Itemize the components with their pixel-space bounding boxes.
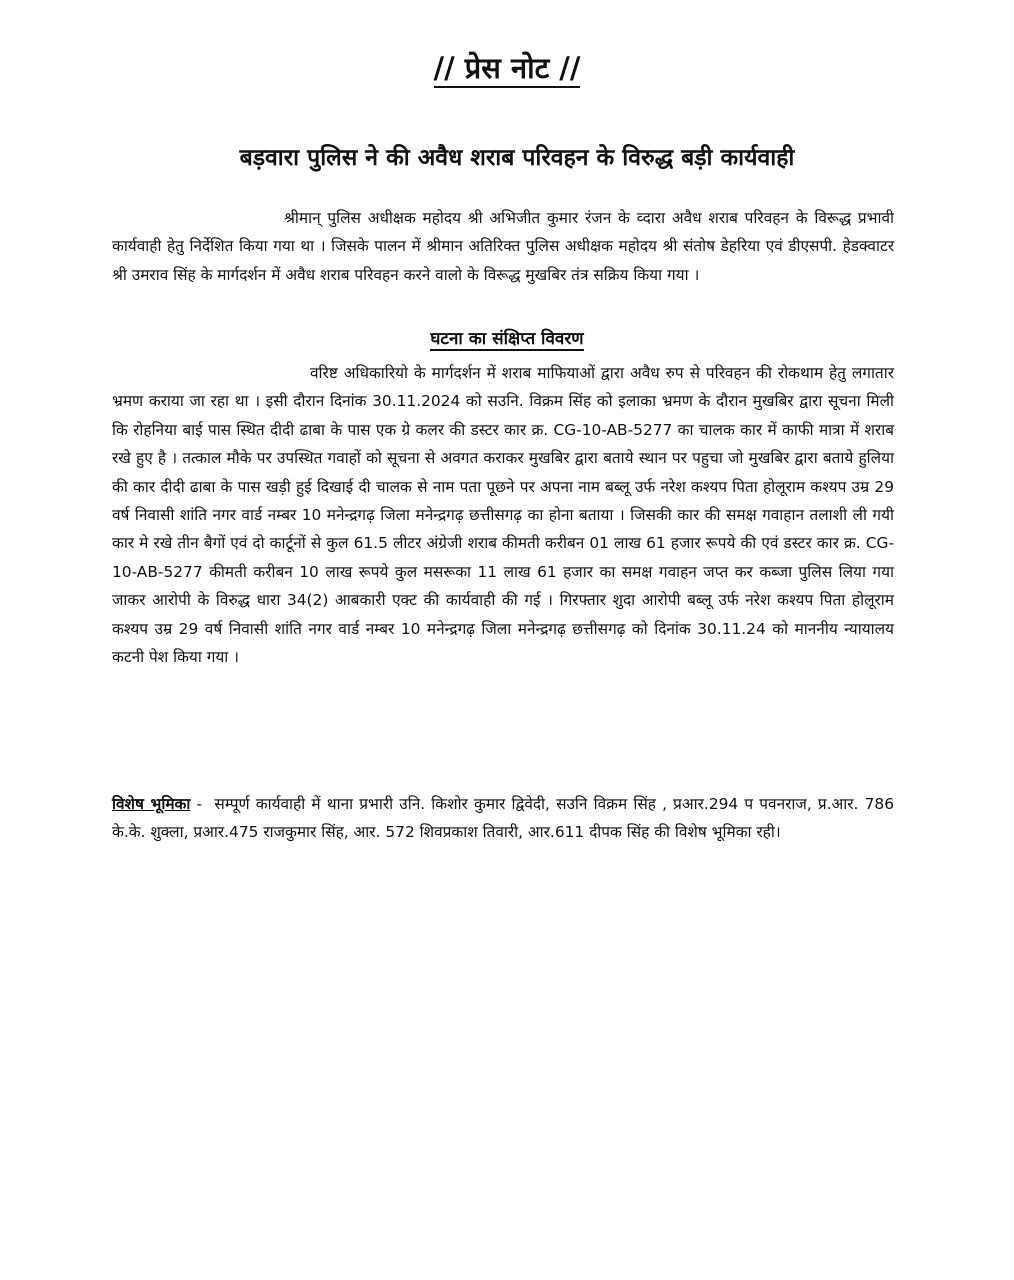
special-role-text: सम्पूर्ण कार्यवाही में थाना प्रभारी उनि. किशोर कुमार द्विवेदी, सउनि विक्रम सिंह , प्रआर.294 प पवनराज, प्र.आर. 786 के.के. शुक्ला, प्रआर.475 राजकुमार सिंह, आर. 572 शिवप्रकाश तिवारी, आर.611 दीपक सिंह की विशेष भूमिका रही।: [112, 795, 894, 842]
intro-paragraph-text: श्रीमान् पुलिस अधीक्षक महोदय श्री अभिजीत कुमार रंजन के व्दारा अवैध शराब परिवहन के विरूद्ध प्रभावी कार्यवाही हेतु निर्देशित किया गया था । जिसके पालन में श्रीमान अतिरिक्त पुलिस अधीक्षक महोदय श्री संतोष डेहरिया एवं डीएसपी. हेडक्वाटर श्री उमराव सिंह के मार्गदर्शन में अवैध शराब परिवहन करने वालो के विरूद्ध मुखबिर तंत्र सक्रिय किया गया ।: [112, 209, 894, 284]
special-role-separator: -: [190, 795, 215, 813]
headline: बड़वारा पुलिस ने की अवैध शराब परिवहन के विरुद्ध बड़ी कार्यवाही: [239, 145, 795, 171]
intro-paragraph: [112, 204, 894, 289]
special-role-label: विशेष भूमिका: [112, 795, 191, 813]
press-note-title: [0, 48, 1014, 87]
section-heading-text: घटना का संक्षिप्त विवरण: [430, 329, 584, 349]
special-role-paragraph: [112, 790, 894, 847]
press-note-title-text: // प्रेस नोट //: [434, 51, 581, 88]
details-paragraph: [112, 359, 894, 671]
details-paragraph-text: वरिष्ट अधिकारियो के मार्गदर्शन में शराब माफियाओं द्वारा अवैध रुप से परिवहन की रोकथाम हेतु लगातार भ्रमण कराया जा रहा था । इसी दौरान दिनांक 30.11.2024 को सउनि. विक्रम सिंह को इलाका भ्रमण के दौरान मुखबिर द्वारा सूचना मिली कि रोहनिया बाई पास स्थित दीदी ढाबा के पास एक ग्रे कलर की डस्टर कार क्र. CG-10-AB-5277 का चालक कार में काफी मात्रा में शराब रखे हुए है । तत्काल मौके पर उपस्थित गवाहों को सूचना से अवगत कराकर मुखबिर द्वारा बताये स्थान पर पहुचा जो मुखबिर द्वारा बताये हुलिया की कार दीदी ढाबा के पास खड़ी हुई दिखाई दी चालक से नाम पता पूछने पर अपना नाम बब्लू उर्फ नरेश कश्यप पिता होलूराम कश्यप उम्र 29 वर्ष निवासी शांति नगर वार्ड नम्बर 10 मनेन्द्रगढ़ जिला मनेन्द्रगढ़ छत्तीसगढ़ का होना बताया । जिसकी कार की समक्ष गवाहान तलाशी ली गयी कार मे रखे तीन बैगों एवं दो कार्टूनों से कुल 61.5 लीटर अंग्रेजी शराब कीमती करीबन 01 लाख 61 हजार रूपये की एवं डस्टर कार क्र. CG-10-AB-5277 कीमती करीबन 10 लाख रूपये कुल मसरूका 11 लाख 61 हजार का समक्ष गवाहन जप्त कर कब्जा पुलिस लिया गया जाकर आरोपी के विरुद्ध धारा 34(2) आबकारी एक्ट की कार्यवाही की गई । गिरफ्तार शुदा आरोपी बब्लू उर्फ नरेश कश्यप पिता होलूराम कश्यप उम्र 29 वर्ष निवासी शांति नगर वार्ड नम्बर 10 मनेन्द्रगढ़ जिला मनेन्द्रगढ़ छत्तीसगढ़ को दिनांक 30.11.24 को माननीय न्यायालय कटनी पेश किया गया ।: [112, 364, 894, 667]
section-heading: [0, 326, 1014, 349]
